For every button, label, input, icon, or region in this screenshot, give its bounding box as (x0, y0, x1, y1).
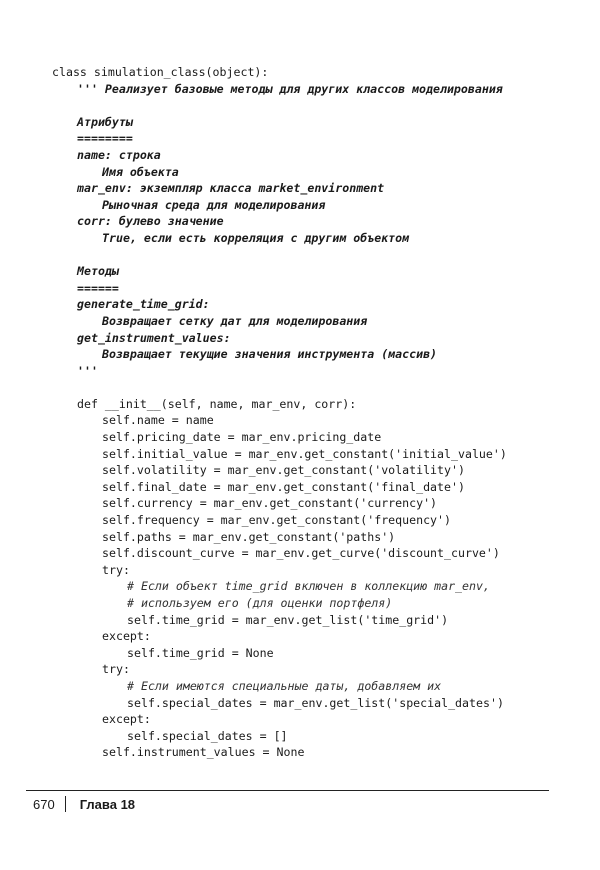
code-line: try: (102, 562, 130, 577)
docstring-line: Рыночная среда для моделирования (102, 197, 326, 212)
docstring-line: name: строка (77, 147, 161, 162)
code-line: self.instrument_values = None (102, 745, 305, 760)
blank-line (52, 379, 572, 396)
comment-line: # Если имеются специальные даты, добавляем их (127, 678, 442, 693)
code-line: class simulation_class(object): (52, 65, 269, 79)
page-footer (33, 796, 135, 812)
docstring-line: ======== (77, 131, 133, 146)
code-line: self.time_grid = mar_env.get_list('time_grid') (127, 612, 449, 627)
blank-line (52, 97, 572, 114)
code-line: self.special_dates = [] (127, 728, 288, 743)
docstring-line: mar_env: экземпляр класса market_environment (77, 181, 385, 196)
code-line: self.volatility = mar_env.get_constant('volatility') (102, 463, 465, 478)
docstring-line: ''' Реализует базовые методы для других классов моделирования (77, 81, 503, 96)
code-line: except: (102, 629, 151, 644)
docstring-line: Имя объекта (102, 164, 179, 179)
chapter-label: Глава 18 (79, 796, 136, 812)
code-line: self.pricing_date = mar_env.pricing_date (102, 430, 382, 445)
docstring-line: Атрибуты (77, 114, 133, 129)
docstring-line: corr: булево значение (77, 214, 224, 229)
code-line: self.initial_value = mar_env.get_constant('initial_value') (102, 446, 507, 461)
comment-line: # Если объект time_grid включен в коллекцию mar_env, (127, 579, 490, 594)
code-line: self.time_grid = None (127, 645, 274, 660)
code-line: def __init__(self, name, mar_env, corr): (77, 396, 357, 411)
footer-separator (65, 796, 66, 812)
code-listing (52, 64, 572, 761)
docstring-line: True, если есть корреляция с другим объектом (102, 230, 410, 245)
docstring-line: Возвращает текущие значения инструмента (массив) (102, 347, 438, 362)
docstring-line: ''' (77, 363, 98, 378)
page-number: 670 (33, 796, 55, 812)
code-line: self.discount_curve = mar_env.get_curve('discount_curve') (102, 546, 500, 561)
docstring-line: ====== (77, 280, 119, 295)
blank-line (52, 247, 572, 264)
docstring-line: generate_time_grid: (77, 297, 210, 312)
docstring-line: Возвращает сетку дат для моделирования (102, 313, 368, 328)
footer-rule (26, 790, 549, 791)
comment-line: # используем его (для оценки портфеля) (127, 596, 393, 610)
code-line: self.frequency = mar_env.get_constant('frequency') (102, 513, 452, 528)
code-line: self.paths = mar_env.get_constant('paths') (102, 529, 396, 544)
code-line: except: (102, 712, 151, 727)
code-line: try: (102, 662, 130, 677)
code-line: self.special_dates = mar_env.get_list('special_dates') (127, 695, 504, 710)
code-line: self.currency = mar_env.get_constant('currency') (102, 496, 438, 511)
code-line: self.final_date = mar_env.get_constant('final_date') (102, 479, 465, 494)
docstring-line: Методы (77, 264, 119, 279)
docstring-line: get_instrument_values: (77, 330, 231, 345)
code-line: self.name = name (102, 413, 214, 428)
